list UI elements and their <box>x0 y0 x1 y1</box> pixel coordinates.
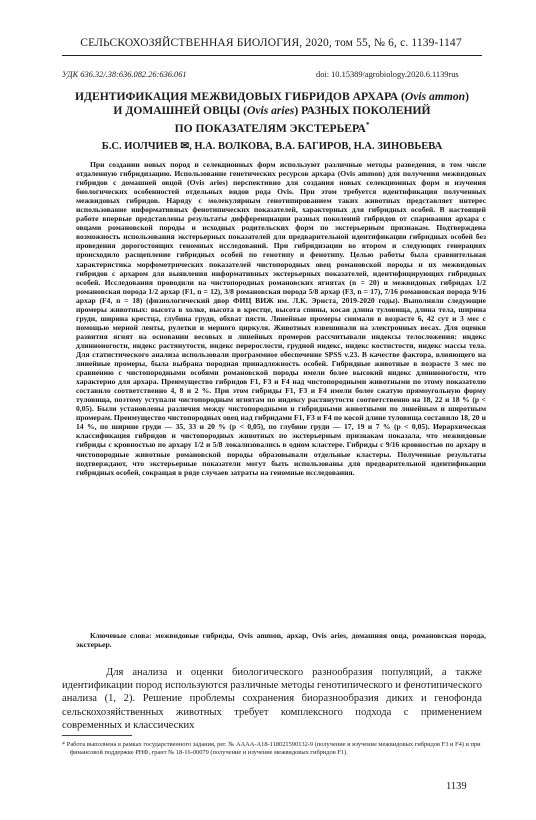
title-line2: И ДОМАШНЕЙ ОВЦЫ (Ovis aries) РАЗНЫХ ПОКОЛЕНИЙ <box>113 104 431 117</box>
title-line3: ПО ПОКАЗАТЕЛЯМ ЭКСТЕРЬЕРА* <box>174 121 370 135</box>
page-number: 1139 <box>446 781 467 792</box>
doi-link[interactable]: doi: 10.15389/agrobiology.2020.6.1139rus <box>316 70 459 79</box>
authors-line: Б.С. ИОЛЧИЕВ ✉, Н.А. ВОЛКОВА, В.А. БАГИРОВ, Н.А. ЗИНОВЬЕВА <box>101 141 443 152</box>
title-line1: ИДЕНТИФИКАЦИЯ МЕЖВИДОВЫХ ГИБРИДОВ АРХАРА (Ovis ammon) <box>74 90 470 103</box>
article-title <box>60 90 484 136</box>
footnote: * Работа выполнена в рамках государственного задания, рег. № АААА-А18-118021590132-9 (получение и изучение межвидовых гибридов F3 и F4) и при финансовой поддержке РНФ, грант № 18-16-00079 (получение и изучение межвидовых гибридов F1). <box>62 741 481 756</box>
footnote-divider <box>62 735 132 736</box>
footnote-marker[interactable]: * <box>365 121 370 129</box>
header-divider <box>62 55 482 56</box>
abstract: При создании новых пород и селекционных форм используют различные методы разведения, в том числе отдаленную гибридизацию. Использование генетических ресурсов архара (Ovis ammon) для получения межвидовых гибридов с домашней овцой (Ovis aries) перспективно для создания новых селекционных форм и изучения биологических особенностей отдельных видов рода Ovis. При этом требуется идентификация полученных межвидовых гибридов. Наряду с молекулярным генотипированием таких животных представляет интерес использование информативных фенотипических показателей, характерных для гибридных особей. В настоящей работе впервые представлены результаты дифференциации разных поколений гибридов от спаривания архара с овцами романовской породы и исходных родительских форм по экстерьерным признакам. Подтверждена возможность использования экстерьерных показателей для предварительной идентификации гибридных особей без проведения дорогостоящих геномных исследований. При гибридизации во втором и следующих генерациях происходило расщепление гибридных особей по генотипу и фенотипу. Целью работы была сравнительная характеристика морфометрических показателей чистопородных овец романовской породы и их межвидовых гибридов с архаром для выявления информативных экстерьерных показателей, идентифицирующих гибридных особей. Исследования проводили на чистопородных романовских ягнятах (n = 20) и межвидовых гибридах 1/2 романовская порода 1/2 архар (F1, n = 12), 3/8 романовская порода 5/8 архар (F3, n = 17), 7/16 романовская порода 9/16 архар (F4, n = 18) (физиологический двор ФИЦ ВИЖ им. Л.К. Эрнста, 2019-2020 годы). Выполняли следующие промеры животных: высота в холке, высота в крестце, высота спины, косая длина туловища, длина тела, ширина груди, ширина крестца, глубина груди, обхват пясти. Линейные промеры снимали в возрасте 6, 42 сут и 3 мес с помощью мерной ленты, рулетки и мерного циркуля. Животных взвешивали на электронных весах. Для оценки развития ягнят на основании весовых и линейных промеров рассчитывали индексы телосложения: индекс длинноногости, индекс растянутости, индекс перерослости, грудной индекс, индекс костистости, индекс массы тела. Для статистического анализа использовали программное обеспечение SPSS v.23. В качестве фактора, влияющего на линейные промеры, была выбрана породная принадлежность особей. Гибридные животные в возрасте 3 мес по сравнению с чистопородными особями романовской породы имели более высокий индекс длинноногости, что характерно для архара. Преимущество гибридов F1, F3 и F4 над чистопородными животными по этому показателю составило соответственно 4, 8 и 2 %. При этом гибриды F1, F3 и F4 имели более сжатую прямоугольную форму туловища, поэтому уступали чистопородным ягнятам по индексу растянутости соответственно на 18, 22 и 18 % (p < 0,05). Были установлены различия между чистопородными и гибридными животными по линейным и широтным промерам. Преимущество чистопородных овец над гибридами F1, F3 и F4 по косой длине туловища составило 18, 20 и 14 %, по ширине груди — 35, 33 и 20 % (p < 0,05), по глубине груди — 17, 19 и 7 % (p < 0,05). Иерархическая классификация гибридов и чистопородных животных по экстерьерным признакам показала, что межвидовые гибриды с кровностью по архару 1/2 и 5/8 локализовались в одном кластере. Гибриды с 9/16 кровностью по архару и чистопородные животные романовской породы образовывали отдельные кластеры. Полученные результаты подтверждают, что экстерьерные показатели могут быть использованы для предварительной идентификации гибридных особей, сокращая в ряде случаев затраты на геномные исследования. <box>76 160 486 477</box>
keywords: Ключевые слова: межвидовые гибриды, Ovis ammon, архар, Ovis aries, домашняя овца, романовская порода, экстерьер. <box>76 631 486 650</box>
udk-code: УДК 636.32/.38:636.082.26:636.061 <box>62 70 187 79</box>
journal-header: СЕЛЬСКОХОЗЯЙСТВЕННАЯ БИОЛОГИЯ, 2020, том 55, № 6, с. 1139-1147 <box>80 37 462 49</box>
body-paragraph: Для анализа и оценки биологического разнообразия популяций, а также идентификации пород используются различные методы генотипического и фенотипического анализа (1, 2). Решение проблемы сохранения биоразнообразия диких и генофонда сельскохозяйственных животных требует комплексного подхода с применением современных и классических <box>62 667 482 731</box>
